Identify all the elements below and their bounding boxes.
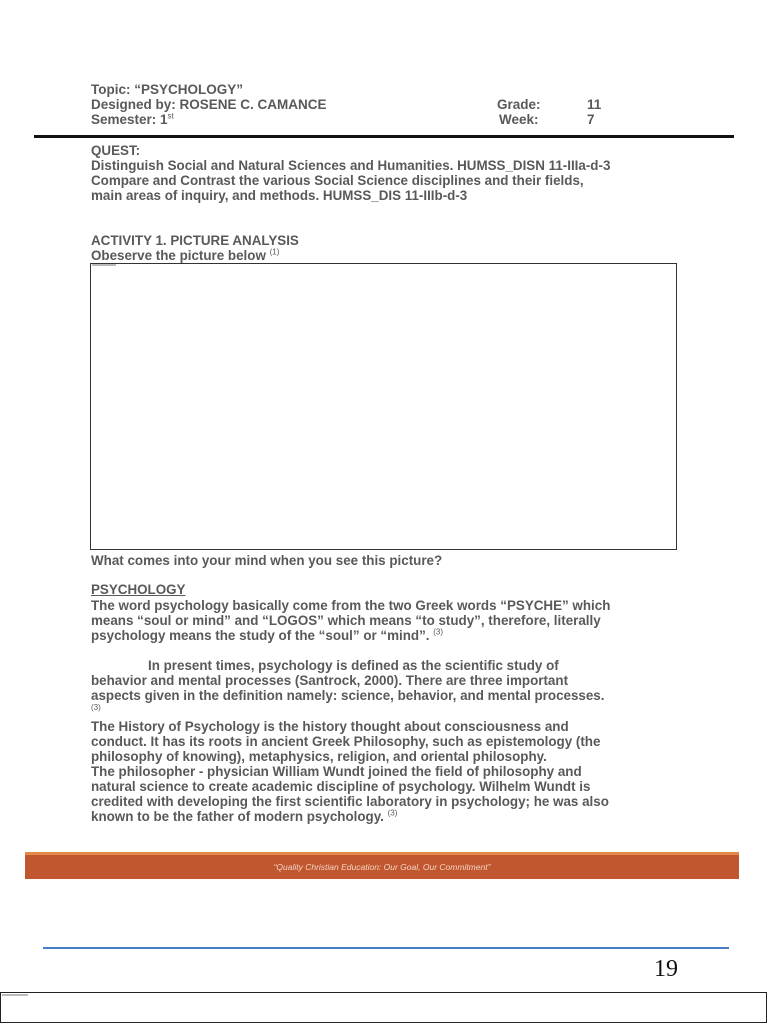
grade-label: Grade:: [497, 97, 541, 112]
activity-title: ACTIVITY 1. PICTURE ANALYSIS: [91, 233, 299, 248]
psychology-paragraph-3: [91, 719, 691, 824]
psychology-paragraph-1: [91, 598, 691, 643]
quest-line: Distinguish Social and Natural Sciences and Humanities. HUMSS_DISN 11-IIIa-d-3: [91, 158, 611, 173]
paragraph-line: credited with developing the first scientific laboratory in psychology; he was also: [91, 794, 609, 809]
paragraph-text: psychology means the study of the “soul” or “mind”.: [91, 628, 434, 643]
activity-question: What comes into your mind when you see this picture?: [91, 553, 443, 568]
paragraph-line: philosophy of knowing), metaphysics, religion, and oriental philosophy.: [91, 749, 547, 764]
paragraph-line: aspects given in the definition namely: science, behavior, and mental processes.: [91, 688, 605, 703]
picture-caption-mark: [92, 264, 116, 266]
designed-by-line: Designed by: ROSENE C. CAMANCE: [91, 97, 327, 112]
semester-sup: st: [167, 111, 174, 121]
reference-mark: (3): [91, 703, 101, 712]
semester-line: [91, 112, 174, 127]
quest-title: QUEST:: [91, 143, 141, 158]
week-value: 7: [587, 112, 595, 127]
paragraph-line: The word psychology basically come from the two Greek words “PSYCHE” which: [91, 598, 611, 613]
paragraph-line: [91, 628, 691, 643]
paragraph-line: means “soul or mind” and “LOGOS” which means “to study”, therefore, literally: [91, 613, 601, 628]
quest-line: main areas of inquiry, and methods. HUMSS_DIS 11-IIIb-d-3: [91, 188, 468, 203]
footer-caption-mark: [2, 994, 28, 996]
motto-banner: “Quality Christian Education: Our Goal, Our Commitment”: [25, 855, 739, 879]
week-label: Week:: [499, 112, 539, 127]
quest-section: [91, 143, 691, 203]
psychology-paragraph-2: [91, 658, 691, 713]
paragraph-line: behavior and mental processes (Santrock, 2000). There are three important: [91, 673, 569, 688]
paragraph-line: natural science to create academic discipline of psychology. Wilhelm Wundt is: [91, 779, 591, 794]
paragraph-line: The philosopher - physician William Wundt joined the field of philosophy and: [91, 764, 582, 779]
page-number: 19: [654, 956, 678, 982]
picture-placeholder: [90, 263, 677, 550]
quest-line: Compare and Contrast the various Social Science disciplines and their fields,: [91, 173, 584, 188]
paragraph-text: known to be the father of modern psychology.: [91, 809, 388, 824]
instruction-ref: (1): [269, 247, 280, 257]
psychology-heading: PSYCHOLOGY: [91, 582, 186, 597]
reference-mark: (3): [387, 808, 398, 818]
footer-box: [0, 992, 767, 1023]
reference-mark: (3): [433, 627, 444, 637]
paragraph-line: [91, 809, 691, 824]
grade-value: 11: [587, 97, 602, 112]
footer-divider: [43, 947, 729, 949]
topic-line: Topic: “PSYCHOLOGY”: [91, 82, 244, 97]
instruction-text: Obeserve the picture below: [91, 248, 270, 263]
semester-text: Semester: 1: [91, 112, 168, 127]
paragraph-line: The History of Psychology is the history thought about consciousness and: [91, 719, 569, 734]
paragraph-text: In present times, psychology is defined as the scientific study of: [148, 658, 559, 673]
activity-instruction: [91, 248, 691, 263]
paragraph-line: [91, 658, 691, 673]
header-divider: [34, 135, 734, 138]
paragraph-line: conduct. It has its roots in ancient Greek Philosophy, such as epistemology (the: [91, 734, 601, 749]
